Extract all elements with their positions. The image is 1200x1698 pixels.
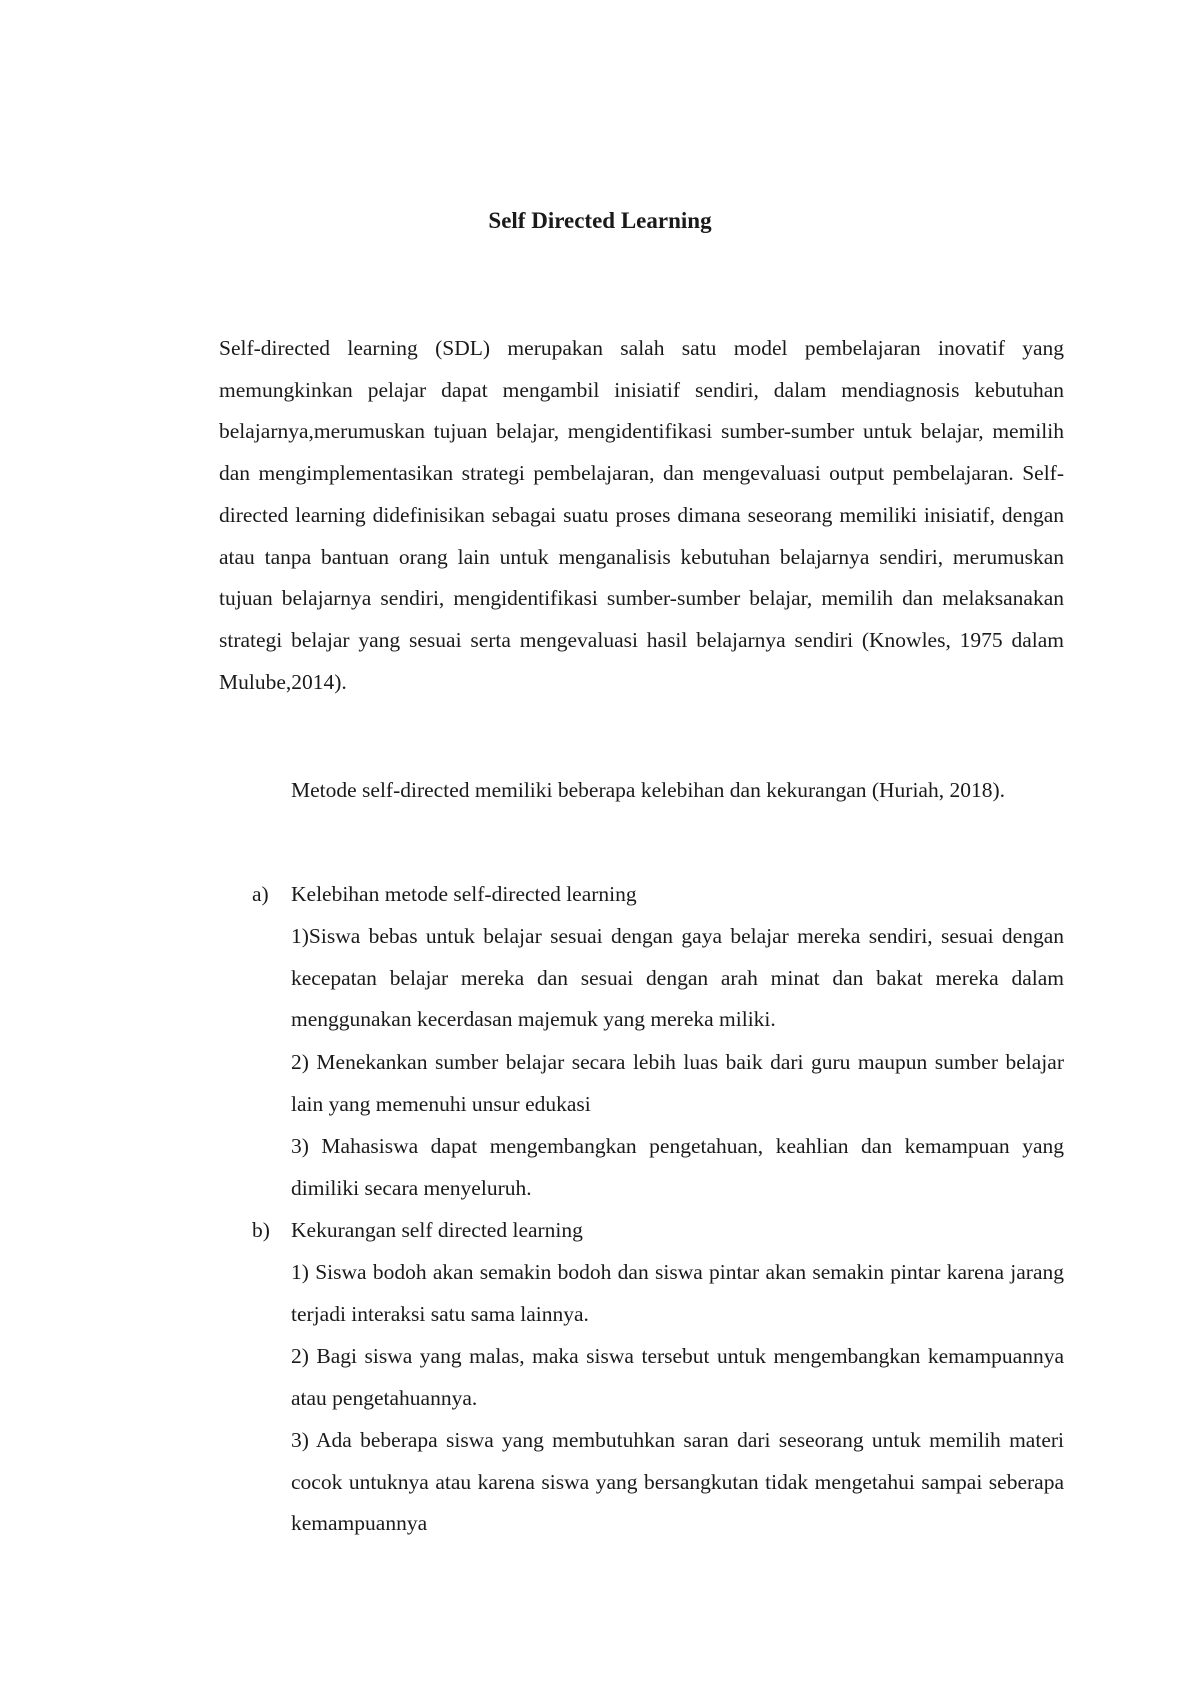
list-item: 2) Bagi siswa yang malas, maka siswa tersebut untuk mengembangkan kemampuannya atau pengetahuannya. — [291, 1344, 1064, 1410]
list-marker-a: a) — [252, 882, 269, 906]
list-item: 1) Siswa bodoh akan semakin bodoh dan siswa pintar akan semakin pintar karena jarang terjadi interaksi satu sama lainnya. — [291, 1260, 1064, 1326]
list-heading-disadvantages: Kekurangan self directed learning — [291, 1218, 583, 1242]
list-item: 3) Mahasiswa dapat mengembangkan pengetahuan, keahlian dan kemampuan yang dimiliki secara menyeluruh. — [291, 1134, 1064, 1200]
list-marker-b: b) — [252, 1218, 270, 1242]
page-title: Self Directed Learning — [488, 208, 712, 233]
list-heading-advantages: Kelebihan metode self-directed learning — [291, 882, 637, 906]
list-item: 3) Ada beberapa siswa yang membutuhkan saran dari seseorang untuk memilih materi cocok untuknya atau karena siswa yang bersangkutan tidak mengetahui sampai seberapa kemampuannya — [291, 1428, 1064, 1536]
paragraph-advantages-intro: Metode self-directed memiliki beberapa kelebihan dan kekurangan (Huriah, 2018). — [291, 778, 1006, 802]
list-item: 2) Menekankan sumber belajar secara lebih luas baik dari guru maupun sumber belajar lain yang memenuhi unsur edukasi — [291, 1050, 1064, 1116]
paragraph-sdl-definition: Self-directed learning (SDL) merupakan salah satu model pembelajaran inovatif yang memungkinkan pelajar dapat mengambil inisiatif sendiri, dalam mendiagnosis kebutuhan belajarnya,merumuskan tujuan belajar, mengidentifikasi sumber-sumber untuk belajar, memilih dan mengimplementasikan strategi pembelajaran, dan mengevaluasi output pembelajaran. Self-directed learning didefinisikan sebagai suatu proses dimana seseorang memiliki inisiatif, dengan atau tanpa bantuan orang lain untuk menganalisis kebutuhan belajarnya sendiri, merumuskan tujuan belajarnya sendiri, mengidentifikasi sumber-sumber belajar, memilih dan melaksanakan strategi belajar yang sesuai serta mengevaluasi hasil belajarnya sendiri (Knowles, 1975 dalam Mulube,2014). — [219, 336, 1064, 694]
list-item: 1)Siswa bebas untuk belajar sesuai dengan gaya belajar mereka sendiri, sesuai dengan kecepatan belajar mereka dan sesuai dengan arah minat dan bakat mereka dalam menggunakan kecerdasan majemuk yang mereka miliki. — [291, 924, 1064, 1032]
